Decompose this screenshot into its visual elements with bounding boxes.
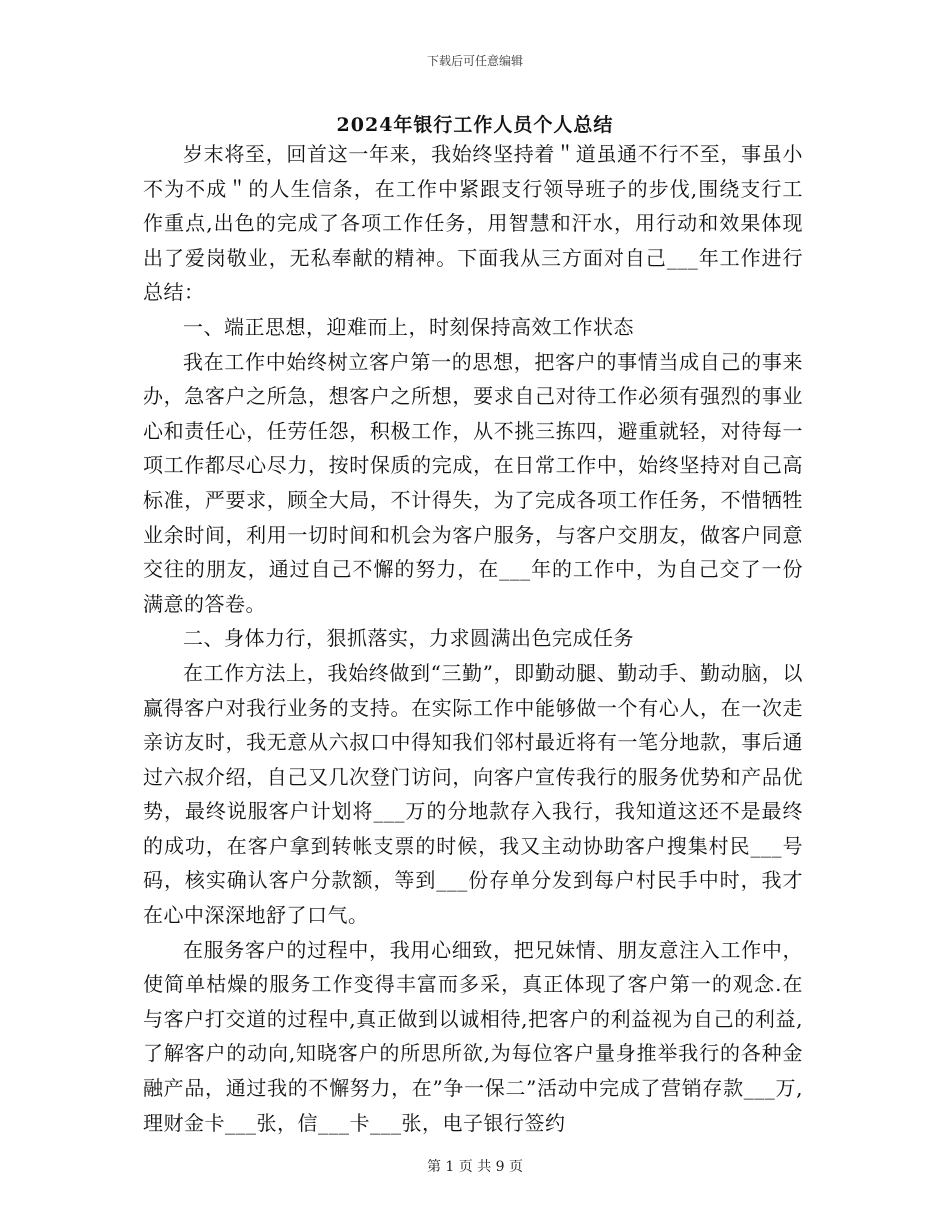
section-heading-2: 二、身体力行，狠抓落实，力求圆满出色完成任务 (183, 626, 634, 651)
paragraph-intro: 岁末将至，回首这一年来，我始终坚持着＂道虽通不行不至，事虽小不为不成＂的人生信条，在工作中紧跟支行领导班子的步伐,围绕支行工作重点,出色的完成了各项工作任务，用智慧和汗水，用行动和效果体现出了爱岗敬业，无私奉献的精神。下面我从三方面对自己___年工作进行总结： (143, 142, 803, 305)
section-heading-1: 一、端正思想，迎难而上，时刻保持高效工作状态 (183, 314, 634, 339)
document-body (143, 137, 803, 1140)
paragraph-section-2a: 在工作方法上，我始终做到“三勤”，即勤动腿、勤动手、勤动脑，以赢得客户对我行业务的支持。在实际工作中能够做一个有心人，在一次走亲访友时，我无意从六叔口中得知我们邻村最近将有一笔分地款，事后通过六叔介绍，自己又几次登门访问，向客户宣传我行的服务优势和产品优势，最终说服客户计划将___万的分地款存入我行，我知道这还不是最终的成功，在客户拿到转帐支票的时候，我又主动协助客户搜集村民___号码，核实确认客户分款额，等到___份存单分发到每户村民手中时，我才在心中深深地舒了口气。 (143, 660, 803, 928)
header-note: 下载后可任意编辑 (426, 54, 523, 68)
page-number: 第 1 页 共 9 页 (426, 1159, 524, 1175)
paragraph-section-1: 我在工作中始终树立客户第一的思想，把客户的事情当成自己的事来办，急客户之所急，想客户之所想，要求自己对待工作必须有强烈的事业心和责任心，任劳任怨，积极工作，从不挑三拣四，避重就轻，对待每一项工作都尽心尽力，按时保质的完成，在日常工作中，始终坚持对自己高标准，严要求，顾全大局，不计得失，为了完成各项工作任务，不惜牺牲业余时间，利用一切时间和机会为客户服务，与客户交朋友，做客户同意交往的朋友，通过自己不懈的努力，在___年的工作中，为自己交了一份满意的答卷。 (143, 349, 803, 616)
document-title: 2024年银行工作人员个人总结 (336, 114, 614, 136)
paragraph-section-2b: 在服务客户的过程中，我用心细致，把兄妹情、朋友意注入工作中，使简单枯燥的服务工作变得丰富而多采，真正体现了客户第一的观念.在与客户打交道的过程中,真正做到以诚相待,把客户的利益视为自己的利益,了解客户的动向,知晓客户的所思所欲,为每位客户量身推举我行的各种金融产品，通过我的不懈努力，在”争一保二”活动中完成了营销存款___万,理财金卡___张，信___卡___张，电子银行签约 (143, 937, 803, 1135)
